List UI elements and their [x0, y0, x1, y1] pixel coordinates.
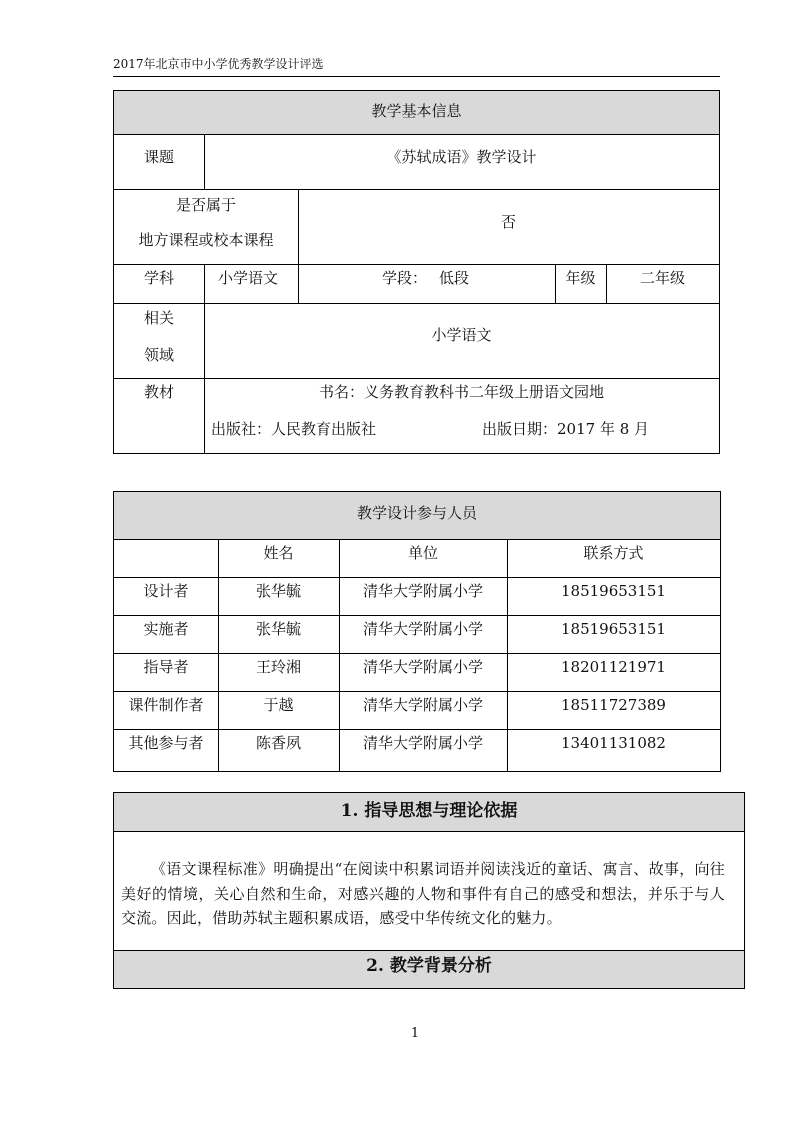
participants-table	[113, 491, 721, 772]
row-divider	[114, 189, 719, 190]
page-number: 1	[410, 1026, 420, 1041]
grade-label: 年级	[565, 269, 596, 287]
table-header-cell: 姓名	[263, 544, 294, 562]
subject-label: 学科	[143, 269, 174, 287]
stage-value: 低段	[439, 269, 470, 287]
name-cell: 张华毓	[255, 620, 301, 638]
field-label-line1: 相关	[143, 309, 174, 327]
section1-title: 1. 指导思想与理论依据	[340, 801, 518, 821]
org-cell: 清华大学附属小学	[362, 620, 483, 638]
phone-cell: 13401131082	[561, 734, 666, 752]
org-cell: 清华大学附属小学	[362, 734, 483, 752]
local-course-label-line1: 是否属于	[175, 196, 236, 214]
role-cell: 课件制作者	[128, 696, 204, 714]
page-header	[113, 54, 720, 77]
table-header-cell: 单位	[407, 544, 438, 562]
local-course-value: 否	[500, 213, 516, 231]
stage-label: 学段：	[382, 269, 428, 287]
topic-label: 课题	[143, 148, 174, 166]
phone-cell: 18511727389	[561, 696, 666, 714]
local-course-label-line2: 地方课程或校本课程	[138, 231, 274, 249]
subject-value: 小学语文	[218, 269, 279, 287]
col-divider	[298, 189, 299, 303]
role-cell: 实施者	[143, 620, 189, 638]
material-pub-date: 出版日期：2017 年 8 月	[482, 420, 650, 438]
name-cell: 王玲湘	[255, 658, 301, 676]
row-divider	[114, 691, 720, 692]
section1-paragraph: 《语文课程标准》明确提出“在阅读中积累词语并阅读浅近的童话、寓言、故事，向往美好的情境，关心自然和生命，对感兴趣的人物和事件有自己的感受和想法，并乐于与人交流。因此，借助苏轼主题积累成语，感受中华传统文化的魅力。	[121, 860, 725, 927]
org-cell: 清华大学附属小学	[362, 582, 483, 600]
grade-value: 二年级	[639, 269, 685, 287]
section2-title: 2. 教学背景分析	[366, 956, 492, 976]
phone-cell: 18201121971	[561, 658, 666, 676]
name-cell: 于越	[263, 696, 294, 714]
row-divider	[114, 577, 720, 578]
row-divider	[114, 831, 744, 832]
role-cell: 其他参与者	[128, 734, 204, 752]
org-cell: 清华大学附属小学	[362, 658, 483, 676]
org-cell: 清华大学附属小学	[362, 696, 483, 714]
field-label-line2: 领域	[143, 346, 174, 364]
name-cell: 张华毓	[255, 582, 301, 600]
row-divider	[114, 653, 720, 654]
role-cell: 设计者	[143, 582, 189, 600]
topic-value: 《苏轼成语》教学设计	[386, 148, 537, 166]
material-publisher: 出版社：人民教育出版社	[211, 420, 377, 438]
material-label: 教材	[143, 383, 174, 401]
row-divider	[114, 729, 720, 730]
row-divider	[114, 539, 720, 540]
material-book: 书名：义务教育教科书二年级上册语文园地	[318, 383, 604, 401]
basic-info-table	[113, 90, 720, 454]
phone-cell: 18519653151	[561, 582, 666, 600]
role-cell: 指导者	[143, 658, 189, 676]
name-cell: 陈香夙	[255, 734, 301, 752]
header-title: 2017年北京市中小学优秀教学设计评选	[113, 57, 324, 71]
table-header-cell: 联系方式	[583, 544, 644, 562]
col-divider	[204, 264, 205, 453]
phone-cell: 18519653151	[561, 620, 666, 638]
basic-info-title: 教学基本信息	[371, 102, 462, 120]
row-divider	[114, 615, 720, 616]
field-value: 小学语文	[431, 326, 492, 344]
participants-title: 教学设计参与人员	[356, 504, 477, 522]
